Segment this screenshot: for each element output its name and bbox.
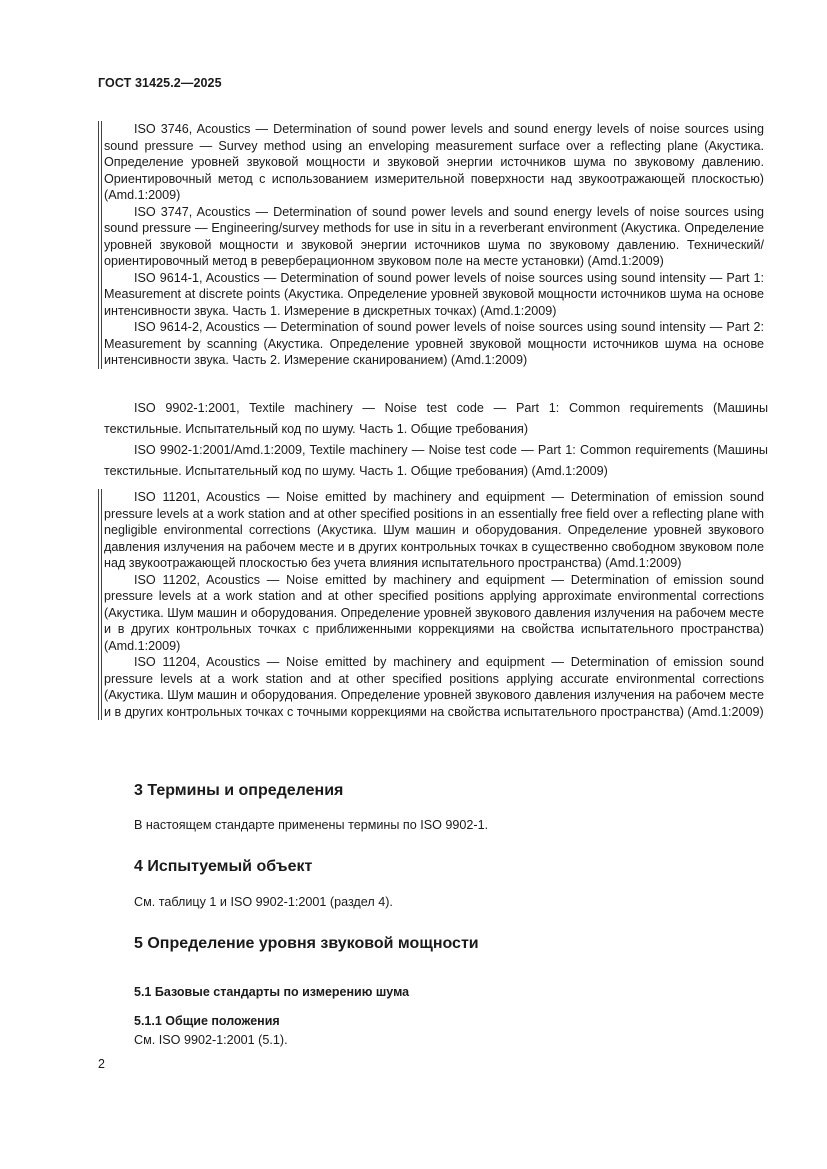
reference-item: ISO 11201, Acoustics — Noise emitted by machinery and equipment — Determination of emission sound pressure levels at a work station and at other specified positions in an essentially free field over a reflecting plane with negligible environmental corrections (Акустика. Шум машин и оборудования. Определение уровней звукового давления излучения на рабочем месте и в других контрольных точках в существенно свободном звуковом поле над звукоотражающей плоскостью без учета влияния испытательного пространства) (Amd.1:2009): [104, 490, 764, 570]
section-4-text: См. таблицу 1 и ISO 9902-1:2001 (раздел 4).: [134, 895, 393, 909]
reference-item: ISO 11202, Acoustics — Noise emitted by machinery and equipment — Determination of emission sound pressure levels at a work station and at other specified positions applying approximate environmental corrections (Акустика. Шум машин и оборудования. Определение уровней звукового давления излучения на рабочем месте и в других контрольных точках с приближенными коррекциями на свойства испытательного пространства) (Amd.1:2009): [104, 572, 764, 653]
reference-item: ISO 9902-1:2001/Amd.1:2009, Textile machinery — Noise test code — Part 1: Common requirements (Машины текстильные. Испытательный код по шуму. Часть 1. Общие требования) (Amd.1:2009): [104, 443, 768, 478]
reference-item: ISO 9614-2, Acoustics — Determination of sound power levels of noise sources using sound intensity — Part 2: Measurement by scanning (Акустика. Определение уровней звуковой мощности источников шума на основе интенсивности звука. Часть 2. Измерение сканированием) (Amd.1:2009): [104, 320, 764, 367]
subsection-5-1-1-heading: 5.1.1 Общие положения: [134, 1014, 280, 1028]
section-3-heading: 3 Термины и определения: [134, 782, 344, 799]
reference-item: ISO 3746, Acoustics — Determination of sound power levels and sound energy levels of noise sources using sound pressure — Survey method using an enveloping measurement surface over a reflecting plane (Акустика. Определение уровней звуковой мощности и звуковой энергии источников шума по звуковому давлению. Ориентировочный метод с использованием измерительной поверхности над звукоотражающей плоскостью) (Amd.1:2009): [104, 122, 764, 202]
reference-item: ISO 9614-1, Acoustics — Determination of sound power levels of noise sources using sound intensity — Part 1: Measurement at discrete points (Акустика. Определение уровней звуковой мощности источников шума на основе интенсивности звука. Часть 1. Измерение в дискретных точках) (Amd.1:2009): [104, 270, 764, 318]
subsection-5-1-heading: 5.1 Базовые стандарты по измерению шума: [134, 985, 410, 999]
subsection-5-1-1-text: См. ISO 9902-1:2001 (5.1).: [134, 1033, 288, 1047]
section-3-text: В настоящем стандарте применены термины по ISO 9902-1.: [134, 818, 489, 832]
page-number: 2: [98, 1057, 105, 1071]
reference-item: ISO 3747, Acoustics — Determination of sound power levels and sound energy levels of noise sources using sound pressure — Engineering/survey methods for use in situ in a reverberant environment (Акустика. Определение уровней звуковой мощности и звуковой энергии источников шума по звуковому давлению. Технический/ориентировочный метод в реверберационном звуковом поле на месте установки) (Amd.1:2009): [104, 204, 764, 268]
references-group-1: [104, 121, 764, 369]
section-4-heading: 4 Испытуемый объект: [134, 858, 313, 875]
references-plain: [104, 398, 768, 482]
reference-item: ISO 9902-1:2001, Textile machinery — Noise test code — Part 1: Common requirements (Машины текстильные. Испытательный код по шуму. Часть 1. Общие требования): [104, 401, 768, 436]
document-header: ГОСТ 31425.2—2025: [98, 76, 222, 90]
reference-item: ISO 11204, Acoustics — Noise emitted by machinery and equipment — Determination of emission sound pressure levels at a work station and at other specified positions applying accurate environmental corrections (Акустика. Шум машин и оборудования. Определение уровней звукового давления излучения на рабочем месте и в других контрольных точках с точными коррекциями на свойства испытательного пространства) (Amd.1:2009): [104, 655, 764, 719]
section-5-heading: 5 Определение уровня звуковой мощности: [134, 935, 479, 952]
references-group-2: [104, 489, 764, 720]
